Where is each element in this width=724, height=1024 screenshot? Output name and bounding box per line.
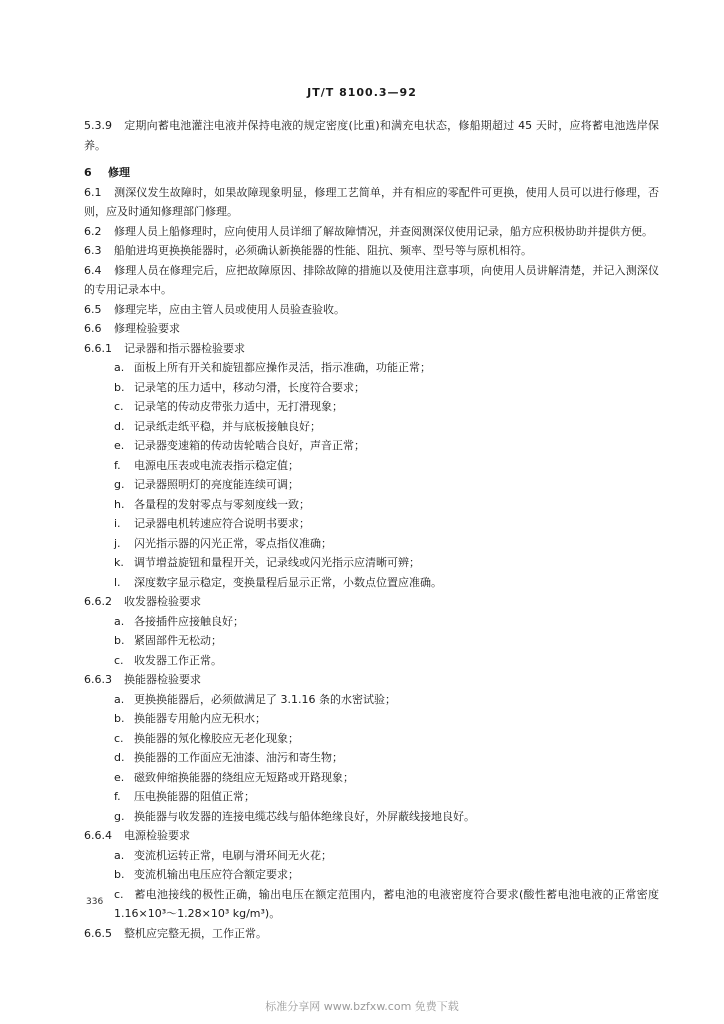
list-6-6-4 bbox=[84, 846, 659, 924]
list-item: a. 面板上所有开关和旋钮都应操作灵活，指示准确，功能正常； bbox=[114, 361, 431, 374]
list-item: c. 换能器的氖化橡胶应无老化现象； bbox=[114, 731, 299, 745]
list-item: j. 闪光指示器的闪光正常，零点指仪准确； bbox=[114, 536, 332, 550]
subsection-6-6-2-heading: 6.6.2 收发器检验要求 bbox=[84, 595, 201, 608]
list-item: d. 记录纸走纸平稳，并与底板接触良好； bbox=[114, 419, 321, 433]
list-item: a. 更换换能器后，必须做满足了 3.1.16 条的水密试验； bbox=[114, 692, 396, 706]
para-5-3-9: 5.3.9 定期向蓄电池灌注电液并保持电液的规定密度(比重)和满充电状态，修船期超过 45 天时，应将蓄电池选岸保养。 bbox=[84, 119, 659, 152]
subsection-6-6-4-heading: 6.6.4 电源检验要求 bbox=[84, 829, 190, 842]
list-item: h. 各量程的发射零点与零刻度线一致； bbox=[114, 497, 310, 511]
list-item: b. 变流机输出电压应符合额定要求； bbox=[114, 868, 299, 881]
list-item: b. 记录笔的压力适中，移动匀滑，长度符合要求； bbox=[114, 380, 365, 394]
para-6-3: 6.3 船舶进坞更换换能器时，必须确认新换能器的性能、阻抗、频率、型号等与原机相符。 bbox=[84, 244, 532, 257]
para-6-1: 6.1 测深仪发生故障时，如果故障现象明显，修理工艺简单，并有相应的零配件可更换，使用人员可以进行修理，否则，应及时通知修理部门修理。 bbox=[84, 185, 659, 218]
list-item: l. 深度数字显示稳定，变换量程后显示正常，小数点位置应准确。 bbox=[114, 575, 442, 589]
subsection-6-6-3-heading: 6.6.3 换能器检验要求 bbox=[84, 673, 201, 686]
list-item: e. 磁致伸缩换能器的绕组应无短路或开路现象； bbox=[114, 770, 354, 784]
list-item: k. 调节增益旋钮和量程开关，记录线或闪光指示应清晰可辨； bbox=[114, 556, 420, 569]
page-number: 336 bbox=[86, 897, 104, 907]
para-6-6: 6.6 修理检验要求 bbox=[84, 322, 180, 335]
para-6-4: 6.4 修理人员在修理完后，应把故障原因、排除故障的措施以及使用注意事项，向使用人员讲解清楚，并记入测深仪的专用记录本中。 bbox=[84, 263, 659, 296]
list-item: g. 记录器照明灯的亮度能连续可调； bbox=[114, 478, 299, 491]
list-item: g. 换能器与收发器的连接电缆芯线与船体绝缘良好，外屏蔽线接地良好。 bbox=[114, 809, 475, 823]
list-item: a. 各接插件应接触良好； bbox=[114, 614, 244, 628]
list-item: d. 换能器的工作面应无油漆、油污和寄生物； bbox=[114, 751, 343, 764]
list-item: e. 记录器变速箱的传动齿轮啮合良好，声音正常； bbox=[114, 439, 365, 452]
list-item: f. 压电换能器的阻值正常； bbox=[114, 790, 255, 803]
list-item: c. 收发器工作正常。 bbox=[114, 653, 222, 667]
list-item: f. 电源电压表或电流表指示稳定值； bbox=[114, 458, 299, 472]
list-item: b. 紧固部件无松动； bbox=[114, 634, 222, 647]
subsection-6-6-1-heading: 6.6.1 记录器和指示器检验要求 bbox=[84, 341, 245, 355]
list-6-6-1 bbox=[84, 358, 659, 592]
watermark-text: 标准分享网 www.bzfxw.com 免费下载 bbox=[265, 1000, 459, 1013]
list-6-6-3 bbox=[84, 690, 659, 827]
list-6-6-2 bbox=[84, 612, 659, 671]
list-item: b. 换能器专用舱内应无积水； bbox=[114, 712, 266, 725]
para-6-6-5: 6.6.5 整机应完整无损，工作正常。 bbox=[84, 926, 267, 940]
standard-code-header: JT/T 8100.3—92 bbox=[307, 86, 417, 99]
document-body bbox=[84, 116, 659, 943]
para-6-5: 6.5 修理完毕，应由主管人员或使用人员验查验收。 bbox=[84, 302, 345, 316]
section-6-heading: 6 修理 bbox=[84, 166, 130, 179]
para-6-2: 6.2 修理人员上船修理时，应向使用人员详细了解故障情况，并查阅测深仪使用记录，船方应积极协助并提供方便。 bbox=[84, 224, 653, 238]
list-item: a. 变流机运转正常，电刷与滑环间无火花； bbox=[114, 848, 332, 862]
list-item: c. 记录笔的传动皮带张力适中，无打滑现象； bbox=[114, 400, 343, 413]
list-item: i. 记录器电机转速应符合说明书要求； bbox=[114, 517, 310, 530]
list-item: c. 蓄电池接线的极性正确，输出电压在额定范围内，蓄电池的电液密度符合要求(酸性蓄电池电液的正常密度 1.16×10³～1.28×10³ kg/m³)。 bbox=[114, 887, 659, 920]
